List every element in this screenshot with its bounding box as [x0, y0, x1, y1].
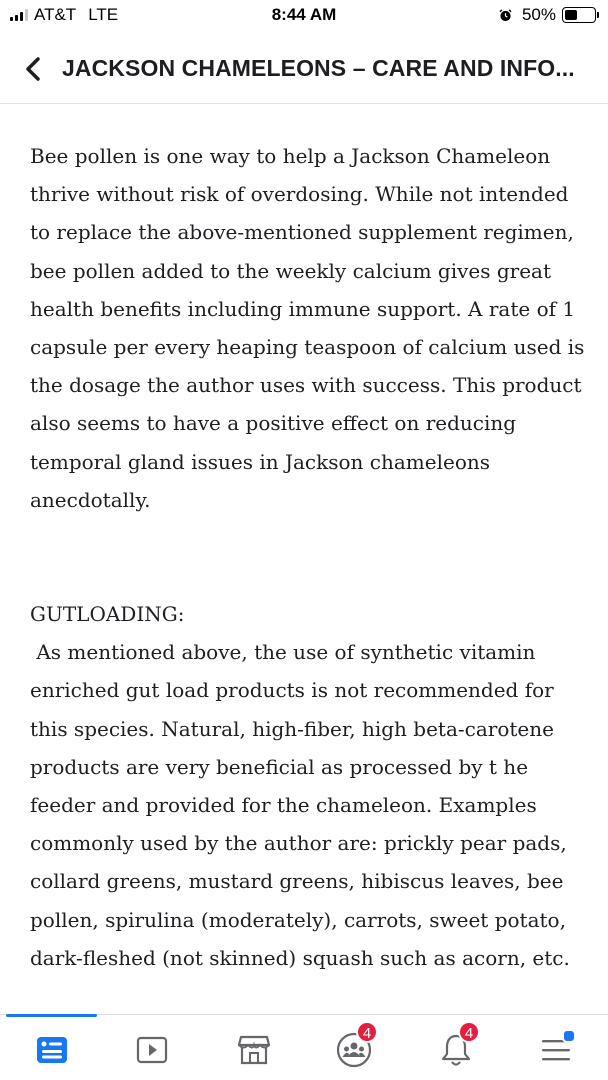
- tab-notifications[interactable]: [426, 1025, 486, 1075]
- tab-groups[interactable]: [324, 1025, 384, 1075]
- tab-news-feed[interactable]: [22, 1025, 82, 1075]
- battery-info: [499, 5, 596, 25]
- battery-percent: 50%: [521, 5, 556, 24]
- tab-menu[interactable]: [526, 1025, 586, 1075]
- notifications-badge: 4: [458, 1021, 480, 1043]
- marketplace-icon: [236, 1033, 272, 1067]
- article-header: [0, 34, 608, 104]
- article-paragraph: Bee pollen is one way to help a Jackson Chameleon thrive without risk of overdosing. While not intended to replace the above-mentioned supplement regimen, bee pollen added to the weekly calcium gives great health benefits including immune support. A rate of 1 capsule per every heaping teaspoon of calcium used is the dosage the author uses with success. This product also seems to have a positive effect on reducing temporal gland issues in Jackson chameleons anecdotally.: [30, 144, 585, 512]
- active-tab-indicator: [6, 1014, 97, 1017]
- section-heading: GUTLOADING:: [30, 602, 185, 627]
- back-chevron-icon[interactable]: [20, 52, 50, 86]
- menu-notification-dot: [562, 1029, 576, 1043]
- network-type: LTE: [88, 5, 119, 24]
- page-title: JACKSON CHAMELEONS – CARE AND INFO...: [62, 55, 575, 81]
- battery-icon: [562, 7, 596, 23]
- battery-fill: [565, 10, 577, 20]
- bottom-tab-bar: [0, 1014, 608, 1080]
- watch-video-icon: [135, 1033, 169, 1067]
- alarm-clock-icon: [499, 9, 512, 22]
- groups-badge: 4: [356, 1021, 378, 1043]
- news-feed-icon: [35, 1033, 69, 1067]
- tab-watch[interactable]: [122, 1025, 182, 1075]
- article-body: [30, 137, 590, 977]
- status-bar: [0, 0, 608, 34]
- article-paragraph: As mentioned above, the use of synthetic vitamin enriched gut load products is not recommended for this species. Natural, high-fiber, high beta-carotene products are very beneficial as processed by t he feeder and provided for the chameleon. Examples commonly used by the author are: prickly pear pads, collard greens, mustard greens, hibiscus leaves, bee pollen, spirulina (moderately), carrots, sweet potato, dark-fleshed (not skinned) squash such as acorn, etc.: [30, 640, 574, 970]
- carrier-name: AT&T: [34, 5, 77, 24]
- tab-marketplace[interactable]: [224, 1025, 284, 1075]
- status-time: 8:44 AM: [271, 5, 337, 24]
